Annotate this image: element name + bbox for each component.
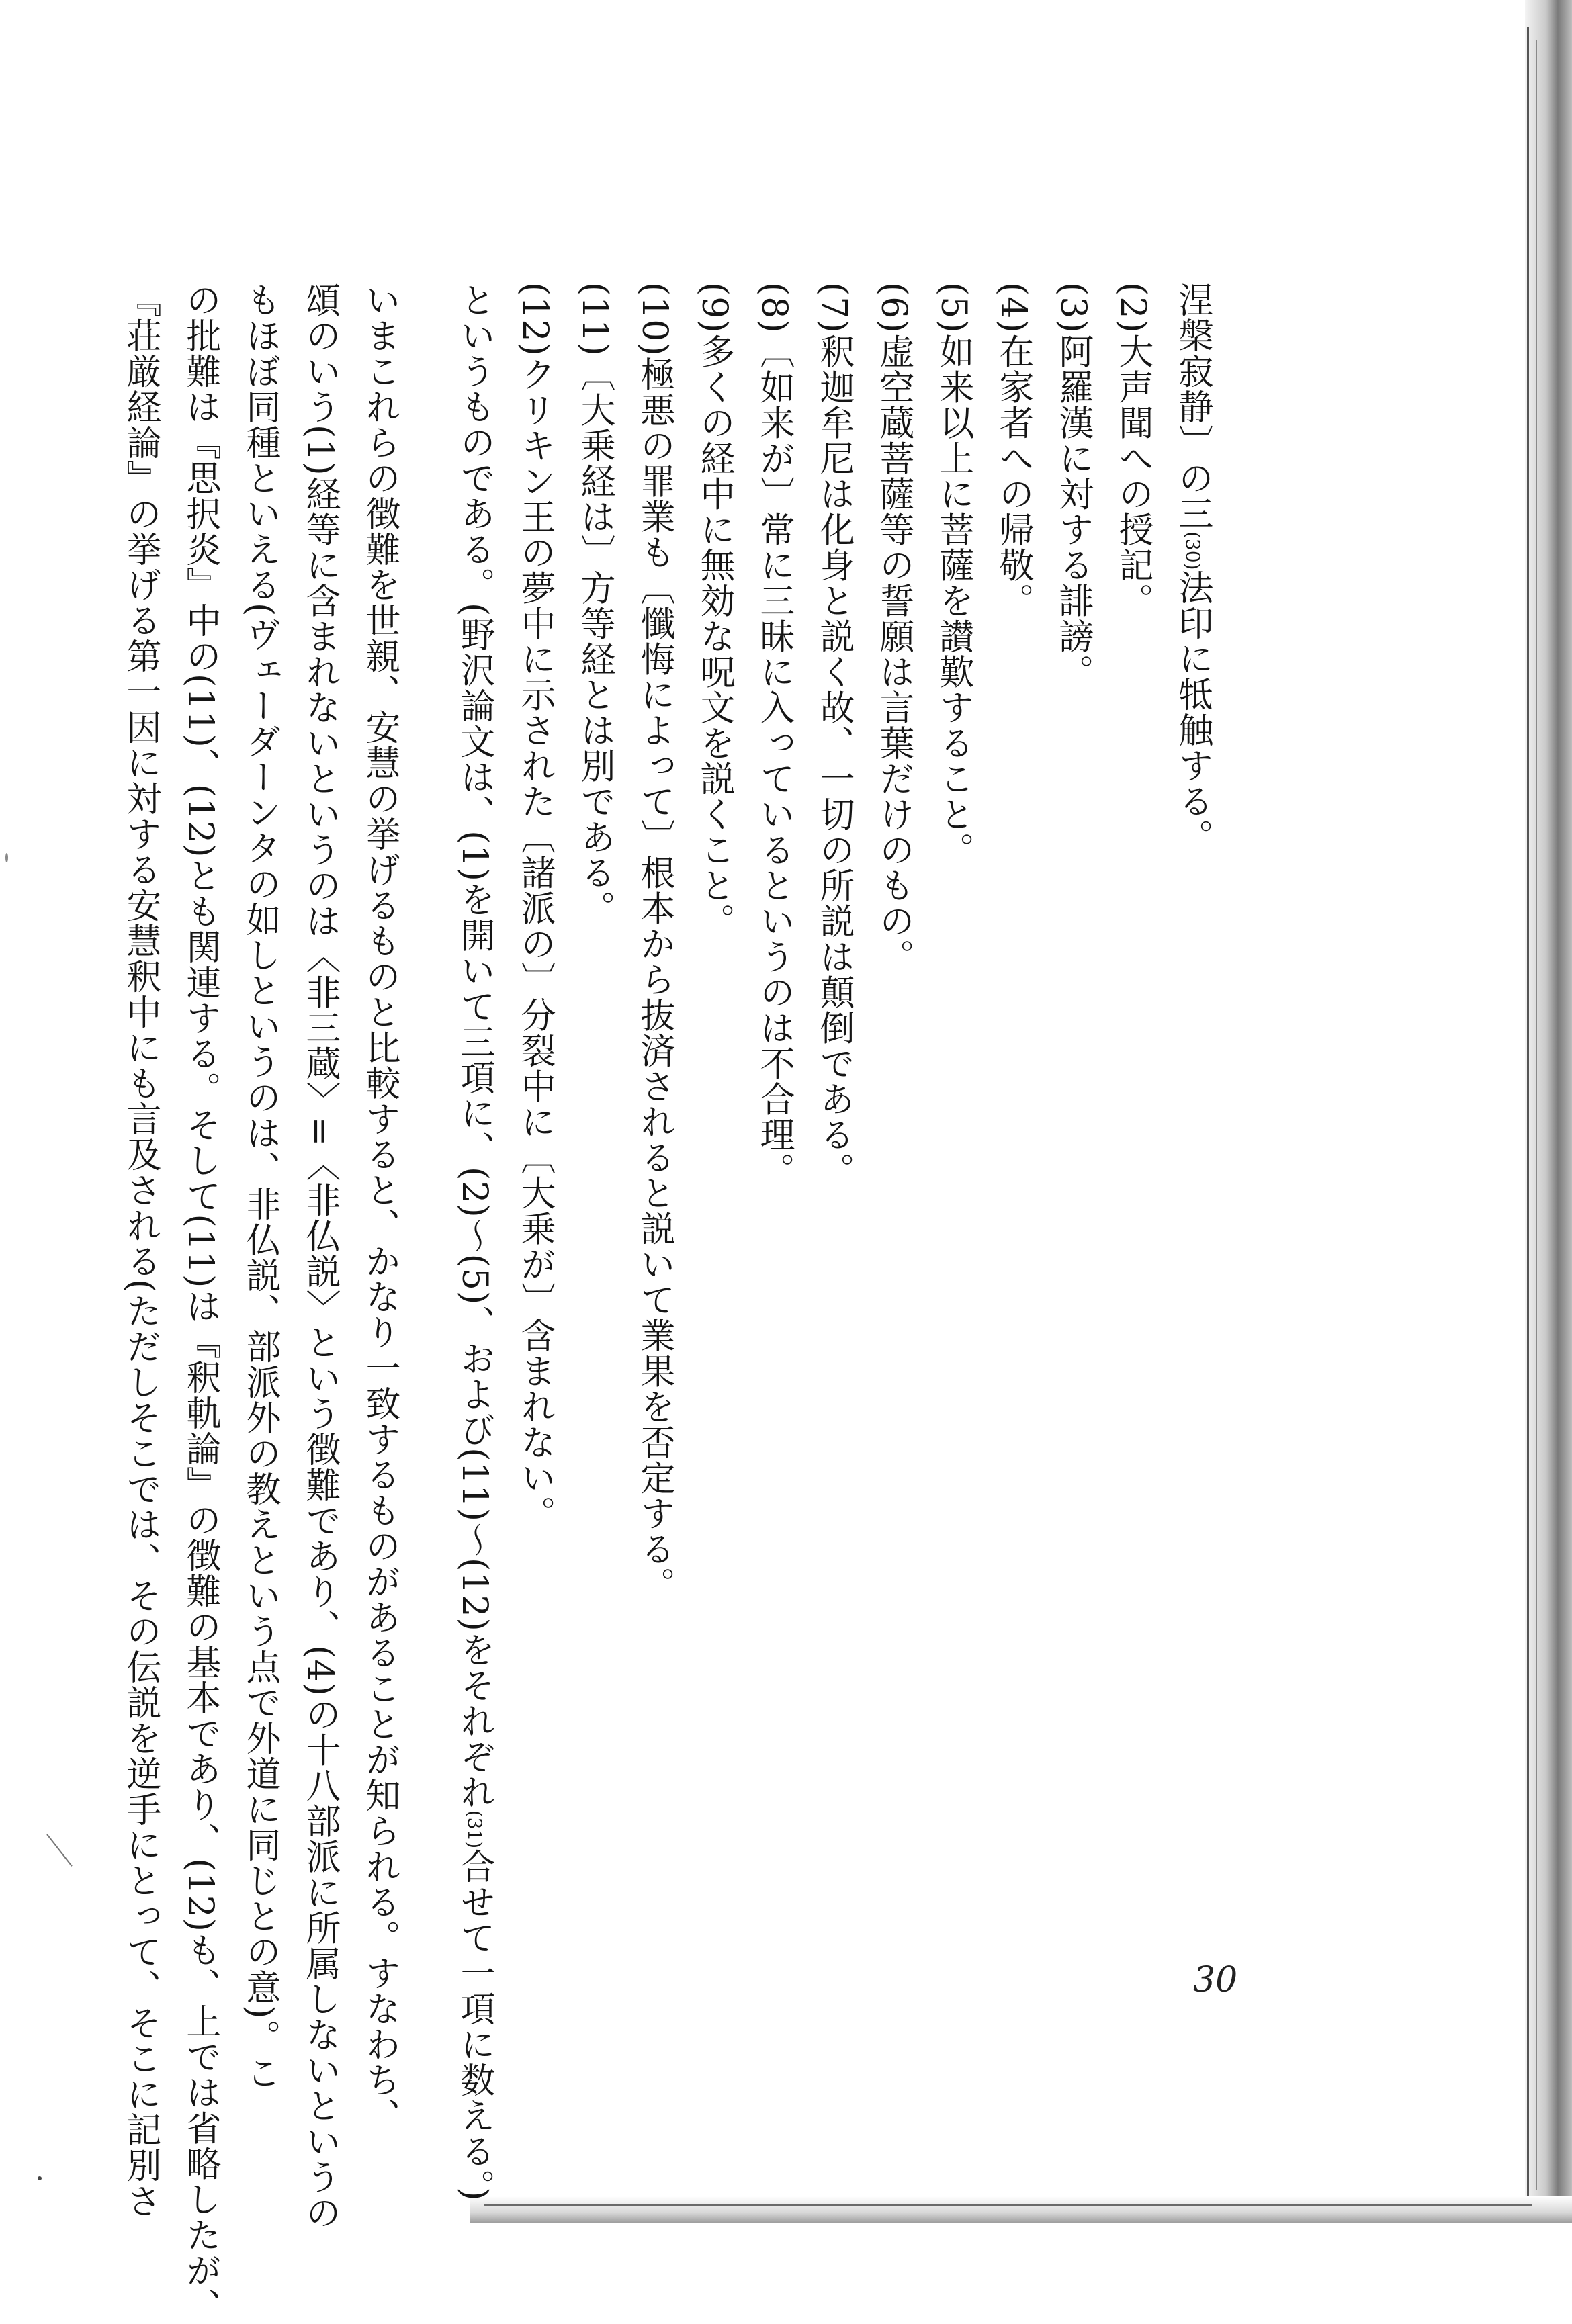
- text-line: (7)釈迦牟尼は化身と説く故、一切の所説は顛倒である。: [814, 282, 854, 1188]
- scan-speck: [5, 853, 8, 862]
- text-line: 頌のいう(1)経等に含まれないというのは〈非三蔵〉=〈非仏説〉という徴難であり、(4)の十八部派に所属しないというの: [300, 282, 340, 2231]
- text-line: (10)極悪の罪業も〔懺悔によって〕根本から抜済されると説いて業果を否定する。: [634, 282, 674, 1603]
- text-segment: 合せて一項に数える。): [454, 1848, 494, 2202]
- text-line: 『荘厳経論』の挙げる第一因に対する安慧釈中にも言及される(ただしそこでは、その伝説を逆手にとって、そこに記別さ: [120, 282, 161, 2219]
- scan-edge-shadow: [1525, 0, 1572, 2223]
- text-line: (9)多くの経中に無効な呪文を説くこと。: [694, 282, 734, 939]
- text-line: いまこれらの徴難を世親、安慧の挙げるものと比較すると、かなり一致するものがあることが知られる。すなわち、: [359, 282, 400, 2133]
- text-line: [444, 282, 505, 2202]
- text-line: (6)虚空蔵菩薩等の誓願は言葉だけのもの。: [873, 282, 914, 975]
- text-segment: 涅槃寂静〕の三: [1172, 282, 1213, 531]
- text-line: (12)クリキン王の夢中に示された〔諸派の〕分裂中に〔大乗が〕含まれない。: [515, 282, 555, 1531]
- text-line: (8)〔如来が〕常に三昧に入っているというのは不合理。: [754, 282, 794, 1188]
- scan-bottom-line: [484, 2204, 1532, 2206]
- text-line: (2)大声聞への授記。: [1112, 282, 1153, 619]
- text-segment: 法印に牴触する。: [1172, 570, 1213, 855]
- text-line: の批難は『思択炎』中の(11)、(12)とも関連する。そして(11)は『釈軌論』の徴難の基本であり、(12)も、上では省略したが、: [180, 282, 220, 2324]
- page-number: 30: [1193, 1960, 1238, 2000]
- footnote-reference: (30): [1182, 531, 1204, 570]
- scan-edge-line-inner: [1536, 40, 1537, 2190]
- scan-bottom-shadow: [470, 2196, 1572, 2223]
- scan-speck: [38, 2176, 42, 2180]
- text-line: (4)在家者への帰敬。: [993, 282, 1033, 619]
- scan-edge-line: [1527, 27, 1529, 2217]
- text-line: [1162, 282, 1223, 2015]
- scan-stroke-mark: [46, 1834, 73, 1867]
- footnote-reference: (31): [464, 1809, 486, 1849]
- vertical-text-body: [110, 282, 1223, 2324]
- text-line: もほぼ同種といえる(ヴェーダーンタの如しというのは、非仏説、部派外の教えという点で外道に同じとの意)。こ: [240, 282, 280, 2091]
- text-line: (5)如来以上に菩薩を讃歎すること。: [933, 282, 973, 868]
- text-segment: というものである。(野沢論文は、(1)を開いて三項に、(2)〜(5)、および(11)〜(12)をそれぞれ: [454, 282, 494, 1810]
- text-line: (11)〔大乗経は〕方等経とは別である。: [574, 282, 615, 926]
- text-line: (3)阿羅漢に対する誹謗。: [1053, 282, 1093, 690]
